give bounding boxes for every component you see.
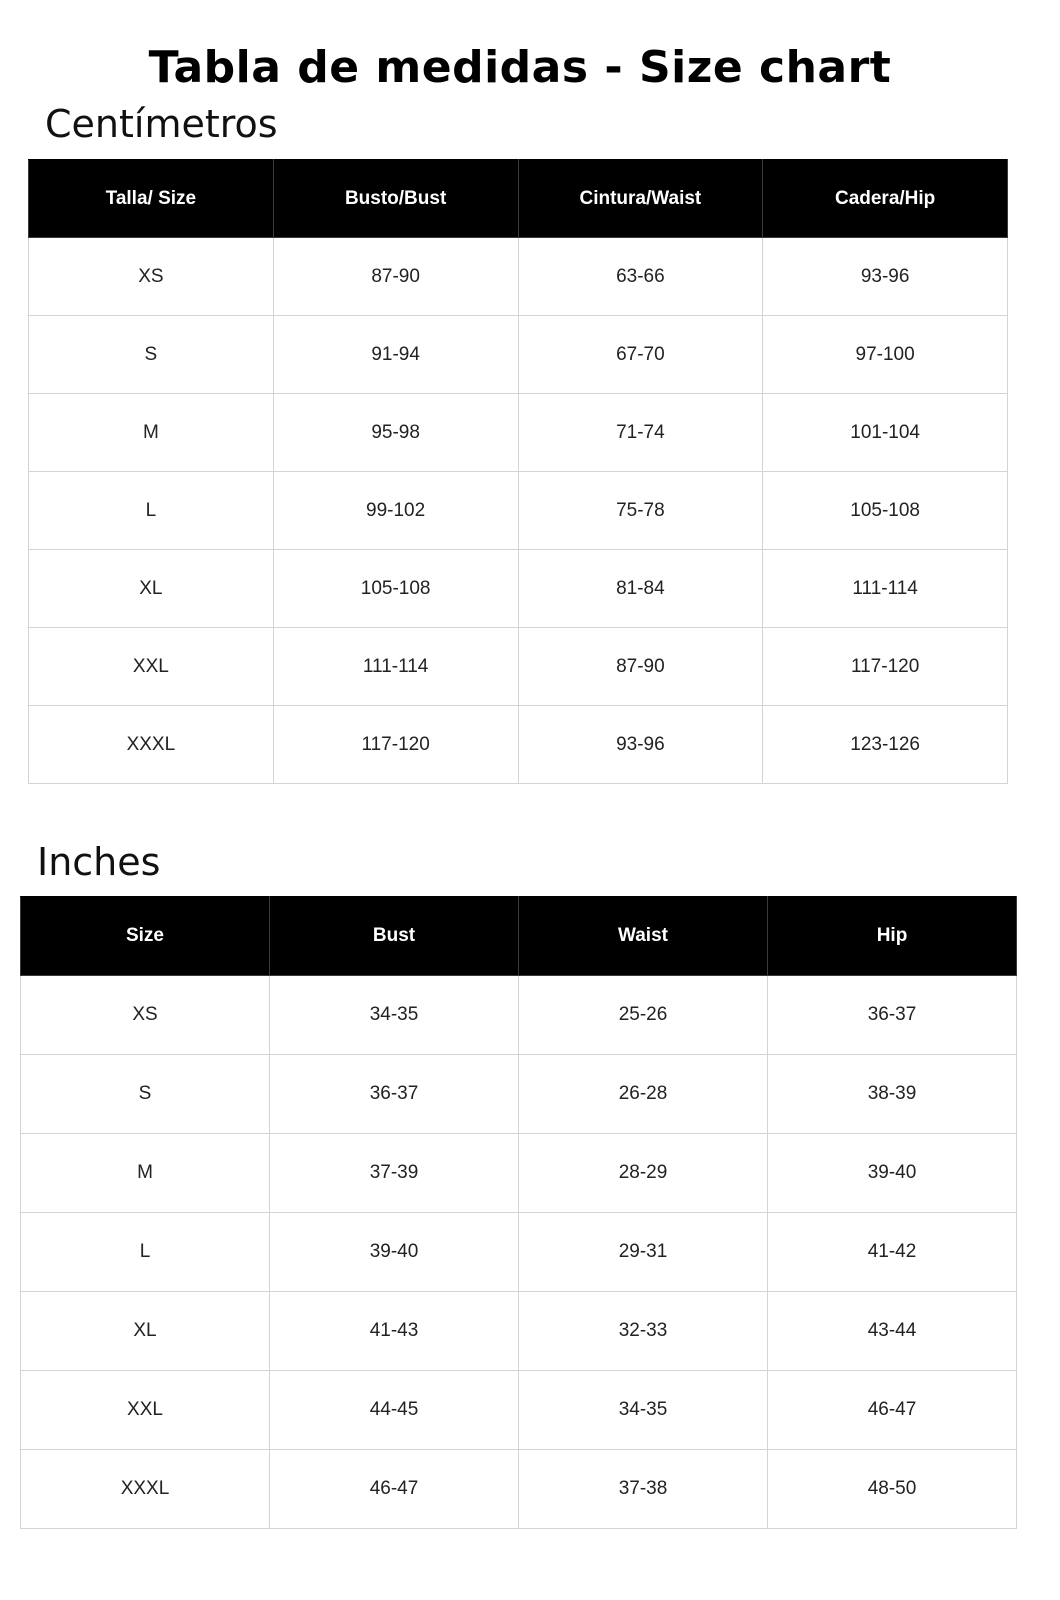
bust-cell: 39-40 [270, 1213, 519, 1292]
size-cell: XXL [29, 628, 274, 706]
table-row [29, 550, 1008, 628]
inches-heading: Inches [37, 840, 161, 884]
column-header-waist: Waist [519, 897, 768, 976]
waist-cell: 81-84 [518, 550, 763, 628]
waist-cell: 93-96 [518, 706, 763, 784]
table-header-row [21, 897, 1017, 976]
hip-cell: 101-104 [763, 394, 1008, 472]
bust-cell: 117-120 [273, 706, 518, 784]
column-header-size: Size [21, 897, 270, 976]
table-row [29, 472, 1008, 550]
table-row [21, 1134, 1017, 1213]
size-cell: XS [21, 976, 270, 1055]
column-header-bust: Busto/Bust [273, 160, 518, 238]
hip-cell: 105-108 [763, 472, 1008, 550]
table-row [29, 316, 1008, 394]
hip-cell: 39-40 [768, 1134, 1017, 1213]
waist-cell: 37-38 [519, 1450, 768, 1529]
size-cell: L [29, 472, 274, 550]
waist-cell: 28-29 [519, 1134, 768, 1213]
table-row [29, 238, 1008, 316]
bust-cell: 111-114 [273, 628, 518, 706]
bust-cell: 36-37 [270, 1055, 519, 1134]
waist-cell: 63-66 [518, 238, 763, 316]
column-header-size: Talla/ Size [29, 160, 274, 238]
hip-cell: 38-39 [768, 1055, 1017, 1134]
waist-cell: 87-90 [518, 628, 763, 706]
table-row [21, 976, 1017, 1055]
table-row [21, 1055, 1017, 1134]
bust-cell: 34-35 [270, 976, 519, 1055]
size-cell: S [21, 1055, 270, 1134]
bust-cell: 87-90 [273, 238, 518, 316]
size-cell: L [21, 1213, 270, 1292]
hip-cell: 36-37 [768, 976, 1017, 1055]
size-cell: M [29, 394, 274, 472]
size-cell: XL [21, 1292, 270, 1371]
bust-cell: 41-43 [270, 1292, 519, 1371]
waist-cell: 25-26 [519, 976, 768, 1055]
bust-cell: 46-47 [270, 1450, 519, 1529]
waist-cell: 29-31 [519, 1213, 768, 1292]
table-row [29, 394, 1008, 472]
hip-cell: 117-120 [763, 628, 1008, 706]
hip-cell: 111-114 [763, 550, 1008, 628]
column-header-bust: Bust [270, 897, 519, 976]
waist-cell: 26-28 [519, 1055, 768, 1134]
bust-cell: 44-45 [270, 1371, 519, 1450]
column-header-hip: Cadera/Hip [763, 160, 1008, 238]
column-header-hip: Hip [768, 897, 1017, 976]
column-header-waist: Cintura/Waist [518, 160, 763, 238]
size-cell: XS [29, 238, 274, 316]
hip-cell: 41-42 [768, 1213, 1017, 1292]
bust-cell: 91-94 [273, 316, 518, 394]
page-title: Tabla de medidas - Size chart [148, 42, 892, 93]
size-cell: S [29, 316, 274, 394]
bust-cell: 99-102 [273, 472, 518, 550]
waist-cell: 71-74 [518, 394, 763, 472]
hip-cell: 43-44 [768, 1292, 1017, 1371]
waist-cell: 32-33 [519, 1292, 768, 1371]
bust-cell: 37-39 [270, 1134, 519, 1213]
hip-cell: 123-126 [763, 706, 1008, 784]
table-row [21, 1213, 1017, 1292]
table-row [21, 1292, 1017, 1371]
table-header-row [29, 160, 1008, 238]
bust-cell: 95-98 [273, 394, 518, 472]
size-cell: XL [29, 550, 274, 628]
size-cell: M [21, 1134, 270, 1213]
waist-cell: 34-35 [519, 1371, 768, 1450]
size-cell: XXXL [29, 706, 274, 784]
hip-cell: 48-50 [768, 1450, 1017, 1529]
waist-cell: 75-78 [518, 472, 763, 550]
waist-cell: 67-70 [518, 316, 763, 394]
table-row [29, 628, 1008, 706]
table-row [29, 706, 1008, 784]
inches-size-table [20, 896, 1017, 1529]
table-row [21, 1371, 1017, 1450]
size-cell: XXXL [21, 1450, 270, 1529]
table-row [21, 1450, 1017, 1529]
hip-cell: 46-47 [768, 1371, 1017, 1450]
bust-cell: 105-108 [273, 550, 518, 628]
hip-cell: 97-100 [763, 316, 1008, 394]
centimeters-size-table [28, 159, 1008, 784]
centimeters-heading: Centímetros [45, 102, 278, 146]
hip-cell: 93-96 [763, 238, 1008, 316]
size-cell: XXL [21, 1371, 270, 1450]
